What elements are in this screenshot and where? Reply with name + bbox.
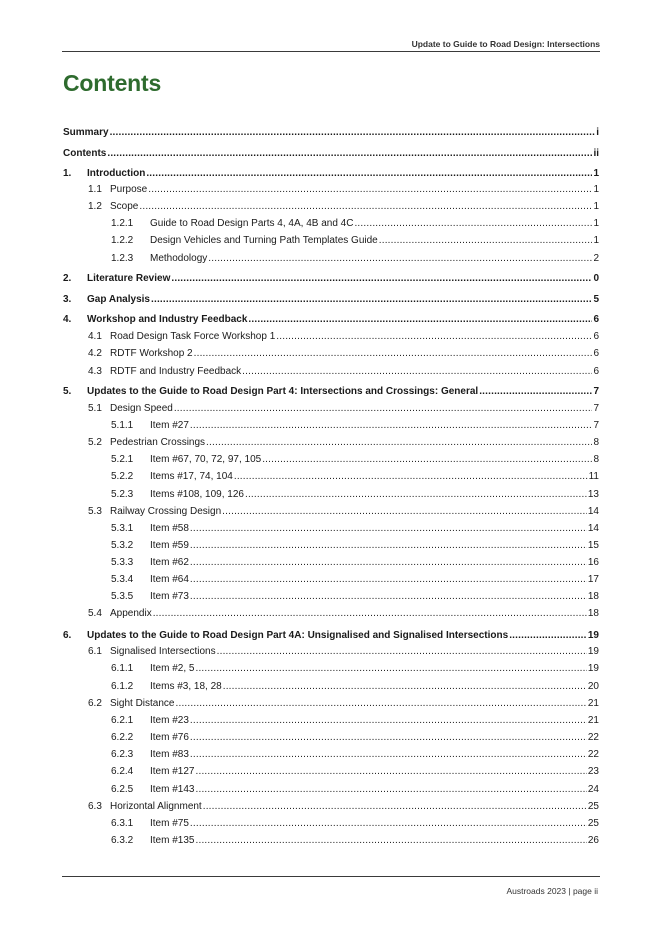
toc-entry-number: 6.1 [88, 646, 102, 657]
toc-dot-leader [190, 591, 587, 603]
toc-entry-number: 6.2.2 [111, 732, 134, 743]
toc-entry-number: 5.3.3 [111, 557, 134, 568]
toc-entry-title: Item #58 [150, 523, 189, 534]
toc-entry-number: 6.3 [88, 801, 102, 812]
toc-entry-title: Item #135 [150, 835, 195, 846]
toc-entry-page-number: i [596, 127, 599, 138]
toc-entry-title: Updates to the Guide to Road Design Part 4: Intersections and Crossings: General [87, 386, 479, 397]
toc-dot-leader [146, 168, 592, 180]
toc-entry-title: Item #64 [150, 574, 189, 585]
toc-entry-number: 5.1 [88, 403, 102, 414]
toc-entry-level3[interactable] [111, 818, 599, 830]
toc-dot-leader [195, 766, 586, 778]
toc-entry-level3[interactable] [111, 681, 599, 693]
toc-entry-title: Railway Crossing Design [110, 506, 222, 517]
toc-entry-title: Item #76 [150, 732, 189, 743]
toc-entry-level1[interactable] [63, 168, 599, 180]
toc-entry-level3[interactable] [111, 471, 599, 483]
toc-entry-title: Appendix [110, 608, 152, 619]
toc-dot-leader [203, 801, 587, 813]
toc-entry-number: 6.2.4 [111, 766, 134, 777]
toc-entry-page-number: 5 [593, 294, 599, 305]
toc-entry-level3[interactable] [111, 732, 599, 744]
footer-rule [62, 876, 600, 877]
toc-entry-number: 5.3.1 [111, 523, 134, 534]
toc-entry-title: Guide to Road Design Parts 4, 4A, 4B and 4C [150, 218, 354, 229]
header-rule [62, 51, 600, 52]
toc-dot-leader [190, 523, 587, 535]
toc-entry-number: 5.2.2 [111, 471, 134, 482]
toc-entry-number: 5.2.3 [111, 489, 134, 500]
toc-entry-number: 5.3.2 [111, 540, 134, 551]
toc-entry-number: 1.2.2 [111, 235, 134, 246]
toc-entry-page-number: 19 [587, 663, 599, 674]
toc-entry-page-number: 7 [593, 420, 599, 431]
toc-entry-level3[interactable] [111, 540, 599, 552]
toc-dot-leader [354, 218, 592, 230]
toc-entry-title: Items #108, 109, 126 [150, 489, 244, 500]
toc-entry-title: Introduction [87, 168, 146, 179]
toc-entry-level3[interactable] [111, 766, 599, 778]
toc-entry-page-number: 6 [593, 348, 599, 359]
toc-entry-page-number: 8 [593, 437, 599, 448]
toc-entry-level2[interactable] [88, 698, 599, 710]
toc-entry-number: 1.2.1 [111, 218, 134, 229]
toc-entry-page-number: 1 [593, 218, 599, 229]
toc-entry-level2[interactable] [88, 184, 599, 196]
toc-dot-leader [479, 386, 592, 398]
toc-entry-level2[interactable] [88, 331, 599, 343]
toc-entry-page-number: 20 [587, 681, 599, 692]
toc-entry-page-number: 18 [587, 608, 599, 619]
toc-entry-level3[interactable] [111, 749, 599, 761]
toc-entry-page-number: 1 [593, 168, 599, 179]
toc-dot-leader [194, 348, 593, 360]
toc-entry-title: Item #62 [150, 557, 189, 568]
page-footer: Austroads 2023 | page ii [506, 886, 598, 896]
toc-entry-page-number: 1 [593, 235, 599, 246]
toc-entry-number: 6.3.2 [111, 835, 134, 846]
toc-entry-title: Item #67, 70, 72, 97, 105 [150, 454, 262, 465]
toc-entry-number: 4.1 [88, 331, 102, 342]
toc-entry-number: 5. [63, 386, 72, 397]
toc-entry-level2[interactable] [88, 437, 599, 449]
toc-entry-level3[interactable] [111, 784, 599, 796]
toc-dot-leader [139, 201, 592, 213]
toc-entry-number: 4.2 [88, 348, 102, 359]
toc-entry-number: 6.1.1 [111, 663, 134, 674]
toc-entry-page-number: 25 [587, 818, 599, 829]
toc-dot-leader [509, 630, 587, 642]
toc-entry-title: Summary [63, 127, 109, 138]
toc-entry-page-number: 26 [587, 835, 599, 846]
toc-entry-title: Item #83 [150, 749, 189, 760]
toc-entry-number: 6.2 [88, 698, 102, 709]
toc-entry-page-number: 6 [593, 314, 599, 325]
toc-entry-level1[interactable] [63, 148, 599, 160]
toc-entry-level3[interactable] [111, 574, 599, 586]
toc-entry-page-number: 21 [587, 698, 599, 709]
toc-dot-leader [190, 749, 587, 761]
toc-entry-level3[interactable] [111, 591, 599, 603]
toc-entry-number: 4. [63, 314, 72, 325]
toc-entry-level1[interactable] [63, 314, 599, 326]
toc-dot-leader [171, 273, 592, 285]
toc-entry-title: Design Vehicles and Turning Path Templates Guide [150, 235, 378, 246]
toc-entry-page-number: 2 [593, 253, 599, 264]
toc-dot-leader [248, 314, 592, 326]
toc-entry-title: Pedestrian Crossings [110, 437, 206, 448]
toc-entry-page-number: 19 [587, 646, 599, 657]
toc-entry-title: Contents [63, 148, 107, 159]
toc-entry-level3[interactable] [111, 235, 599, 247]
toc-dot-leader [222, 506, 587, 518]
toc-entry-page-number: 7 [593, 386, 599, 397]
toc-dot-leader [190, 540, 587, 552]
toc-entry-level2[interactable] [88, 403, 599, 415]
toc-entry-level2[interactable] [88, 608, 599, 620]
toc-entry-title: Road Design Task Force Workshop 1 [110, 331, 276, 342]
toc-entry-number: 5.3 [88, 506, 102, 517]
toc-entry-title: Item #75 [150, 818, 189, 829]
toc-entry-page-number: 13 [587, 489, 599, 500]
toc-dot-leader [107, 148, 592, 160]
toc-dot-leader [195, 784, 586, 796]
toc-entry-title: Item #27 [150, 420, 189, 431]
toc-entry-number: 6.2.5 [111, 784, 134, 795]
toc-entry-number: 1.2.3 [111, 253, 134, 264]
toc-entry-page-number: 14 [587, 506, 599, 517]
toc-entry-page-number: 24 [587, 784, 599, 795]
toc-entry-number: 1.1 [88, 184, 102, 195]
toc-entry-title: Signalised Intersections [110, 646, 216, 657]
toc-entry-page-number: 11 [588, 471, 599, 482]
toc-entry-title: Methodology [150, 253, 208, 264]
toc-dot-leader [276, 331, 592, 343]
toc-dot-leader [379, 235, 593, 247]
toc-entry-title: Item #2, 5 [150, 663, 195, 674]
toc-dot-leader [110, 127, 596, 139]
toc-entry-level2[interactable] [88, 348, 599, 360]
toc-entry-page-number: 19 [587, 630, 599, 641]
toc-entry-page-number: 17 [587, 574, 599, 585]
toc-entry-level3[interactable] [111, 218, 599, 230]
toc-entry-page-number: 1 [593, 201, 599, 212]
toc-dot-leader [190, 557, 587, 569]
toc-entry-number: 5.2 [88, 437, 102, 448]
toc-entry-page-number: 22 [587, 749, 599, 760]
toc-entry-level2[interactable] [88, 201, 599, 213]
toc-entry-page-number: 0 [593, 273, 599, 284]
toc-entry-number: 5.3.5 [111, 591, 134, 602]
toc-entry-page-number: 14 [587, 523, 599, 534]
toc-entry-title: Horizontal Alignment [110, 801, 202, 812]
toc-entry-number: 1. [63, 168, 72, 179]
toc-entry-level3[interactable] [111, 835, 599, 847]
page-title: Contents [63, 70, 162, 96]
toc-entry-page-number: 22 [587, 732, 599, 743]
running-header: Update to Guide to Road Design: Intersections [411, 39, 600, 49]
toc-entry-title: Sight Distance [110, 698, 175, 709]
toc-dot-leader [153, 608, 587, 620]
toc-entry-level1[interactable] [63, 273, 599, 285]
toc-entry-level3[interactable] [111, 663, 599, 675]
toc-entry-title: Item #127 [150, 766, 195, 777]
toc-entry-title: Design Speed [110, 403, 173, 414]
toc-entry-number: 6.2.1 [111, 715, 134, 726]
toc-dot-leader [151, 294, 592, 306]
toc-dot-leader [242, 366, 592, 378]
toc-dot-leader [190, 732, 587, 744]
toc-entry-number: 1.2 [88, 201, 102, 212]
toc-entry-level1[interactable] [63, 127, 599, 139]
toc-entry-number: 3. [63, 294, 72, 305]
toc-entry-title: Gap Analysis [87, 294, 150, 305]
toc-entry-title: Literature Review [87, 273, 171, 284]
toc-entry-number: 4.3 [88, 366, 102, 377]
toc-entry-page-number: 25 [587, 801, 599, 812]
toc-entry-level2[interactable] [88, 506, 599, 518]
toc-dot-leader [148, 184, 592, 196]
toc-entry-page-number: 7 [593, 403, 599, 414]
toc-dot-leader [190, 818, 587, 830]
toc-entry-level3[interactable] [111, 557, 599, 569]
toc-entry-number: 6.2.3 [111, 749, 134, 760]
toc-entry-level3[interactable] [111, 454, 599, 466]
toc-entry-title: RDTF and Industry Feedback [110, 366, 242, 377]
toc-entry-title: Scope [110, 201, 139, 212]
toc-entry-number: 6.3.1 [111, 818, 134, 829]
toc-dot-leader [190, 715, 587, 727]
toc-dot-leader [234, 471, 588, 483]
toc-entry-number: 5.3.4 [111, 574, 134, 585]
toc-entry-title: RDTF Workshop 2 [110, 348, 193, 359]
toc-dot-leader [174, 403, 593, 415]
toc-entry-page-number: 6 [593, 331, 599, 342]
toc-entry-level3[interactable] [111, 253, 599, 265]
toc-dot-leader [190, 420, 593, 432]
toc-dot-leader [217, 646, 587, 658]
toc-entry-level3[interactable] [111, 489, 599, 501]
toc-dot-leader [175, 698, 586, 710]
toc-entry-level3[interactable] [111, 523, 599, 535]
toc-entry-title: Item #143 [150, 784, 195, 795]
toc-entry-level3[interactable] [111, 715, 599, 727]
toc-entry-number: 5.2.1 [111, 454, 134, 465]
toc-entry-number: 5.4 [88, 608, 102, 619]
toc-entry-page-number: 8 [593, 454, 599, 465]
toc-entry-title: Item #59 [150, 540, 189, 551]
toc-dot-leader [208, 253, 592, 265]
toc-entry-page-number: 23 [587, 766, 599, 777]
toc-entry-title: Workshop and Industry Feedback [87, 314, 248, 325]
toc-entry-page-number: 21 [587, 715, 599, 726]
toc-entry-page-number: ii [593, 148, 599, 159]
toc-entry-level2[interactable] [88, 646, 599, 658]
toc-entry-page-number: 18 [587, 591, 599, 602]
toc-entry-page-number: 1 [593, 184, 599, 195]
toc-dot-leader [245, 489, 587, 501]
toc-entry-title: Updates to the Guide to Road Design Part 4A: Unsignalised and Signalised Intersections [87, 630, 509, 641]
toc-entry-level1[interactable] [63, 294, 599, 306]
toc-dot-leader [195, 835, 586, 847]
toc-entry-title: Item #23 [150, 715, 189, 726]
toc-entry-page-number: 16 [587, 557, 599, 568]
toc-dot-leader [262, 454, 592, 466]
toc-entry-page-number: 15 [587, 540, 599, 551]
toc-entry-number: 5.1.1 [111, 420, 134, 431]
toc-entry-level3[interactable] [111, 420, 599, 432]
toc-dot-leader [223, 681, 587, 693]
toc-entry-page-number: 6 [593, 366, 599, 377]
toc-dot-leader [190, 574, 587, 586]
toc-entry-number: 6.1.2 [111, 681, 134, 692]
toc-entry-level1[interactable] [63, 630, 599, 642]
toc-entry-title: Items #17, 74, 104 [150, 471, 233, 482]
toc-entry-title: Items #3, 18, 28 [150, 681, 222, 692]
toc-entry-number: 2. [63, 273, 72, 284]
toc-dot-leader [206, 437, 592, 449]
toc-entry-level1[interactable] [63, 386, 599, 398]
toc-entry-title: Purpose [110, 184, 148, 195]
toc-entry-level2[interactable] [88, 366, 599, 378]
toc-entry-number: 6. [63, 630, 72, 641]
toc-entry-title: Item #73 [150, 591, 189, 602]
toc-dot-leader [195, 663, 586, 675]
toc-entry-level2[interactable] [88, 801, 599, 813]
